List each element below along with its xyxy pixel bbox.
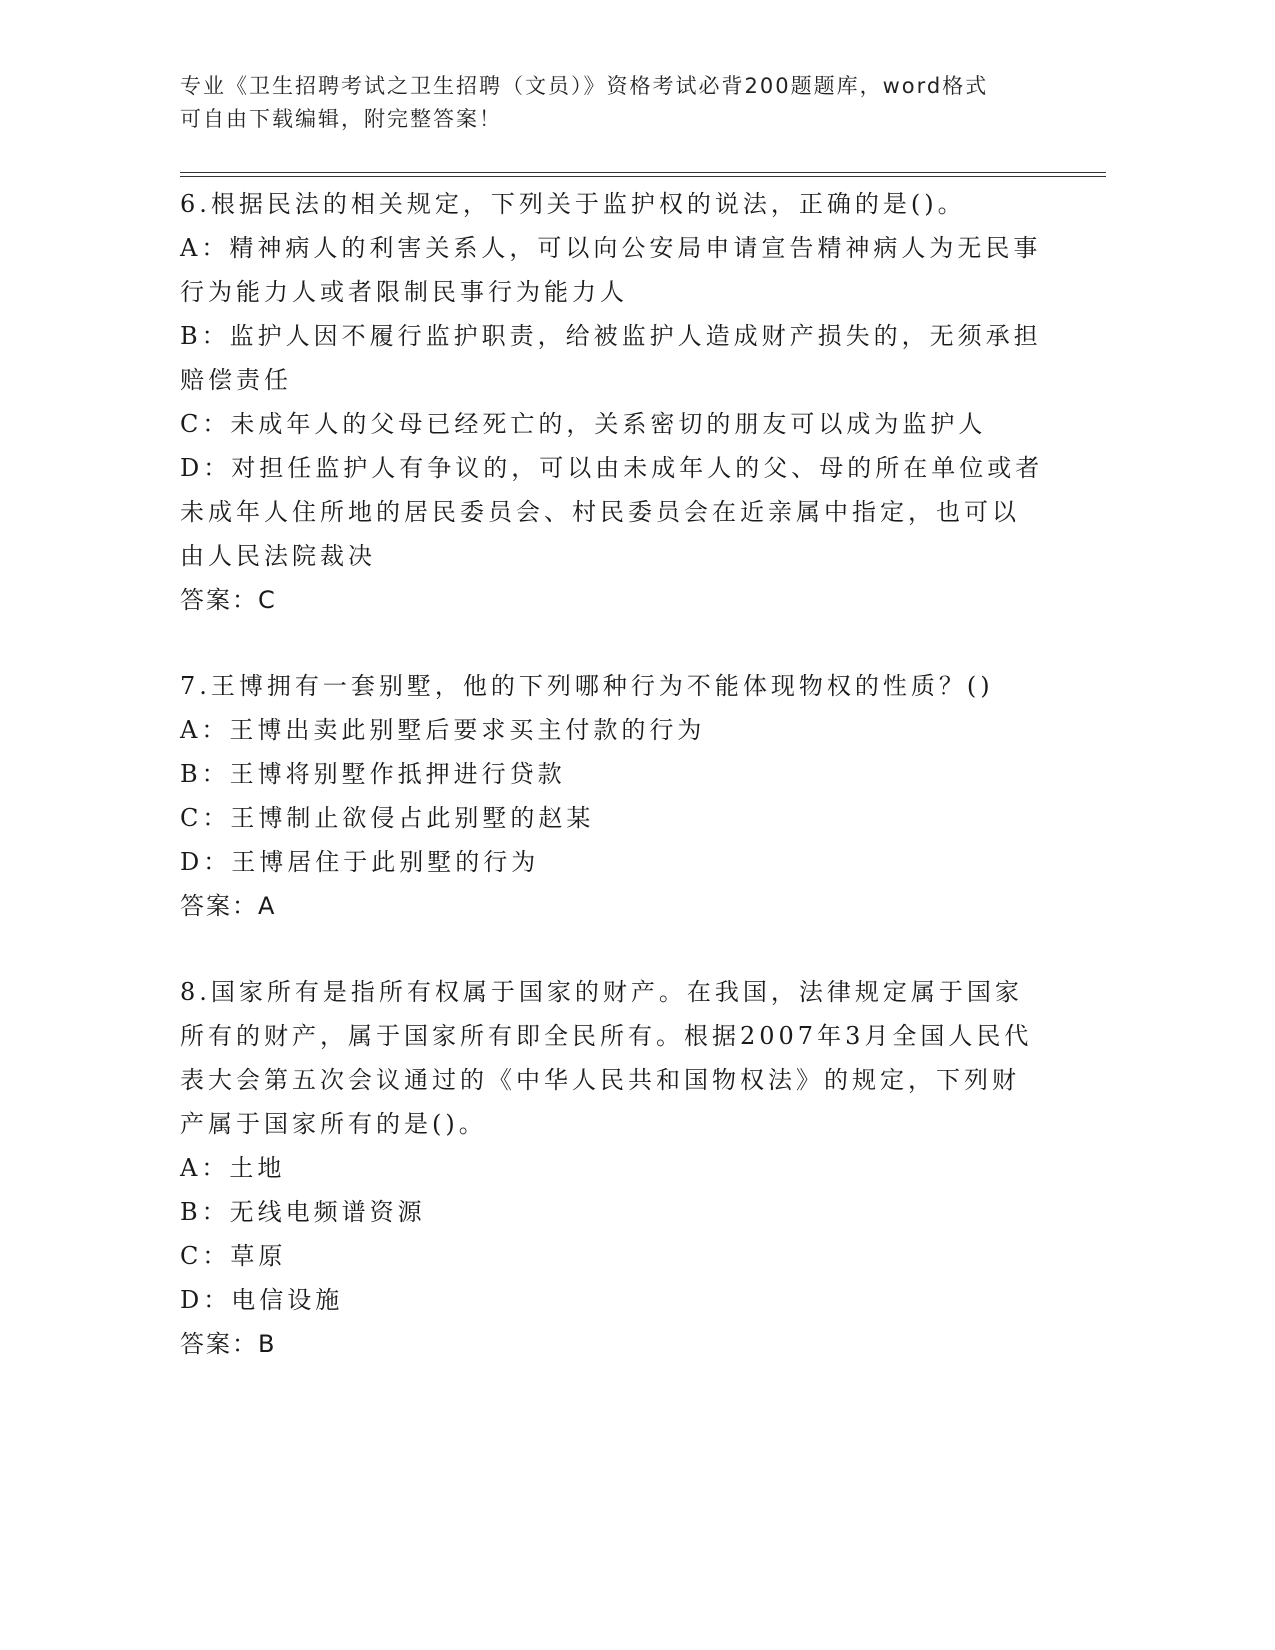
document-header xyxy=(180,70,1060,136)
option-c: C：草原 xyxy=(180,1242,287,1270)
question-stem: 6.根据民法的相关规定，下列关于监护权的说法，正确的是()。 xyxy=(180,190,966,218)
header-line: 可自由下载编辑，附完整答案！ xyxy=(180,107,502,131)
option-a: A：土地 xyxy=(180,1154,286,1182)
option-d: D：王博居住于此别墅的行为 xyxy=(180,848,540,876)
option-b: B：王博将别墅作抵押进行贷款 xyxy=(180,760,566,788)
option-d: 由人民法院裁决 xyxy=(180,542,376,570)
question-stem: 8.国家所有是指所有权属于国家的财产。在我国，法律规定属于国家 xyxy=(180,978,1023,1006)
option-d: D：对担任监护人有争议的，可以由未成年人的父、母的所在单位或者 xyxy=(180,454,1044,482)
option-b: B：无线电频谱资源 xyxy=(180,1198,426,1226)
question-stem: 表大会第五次会议通过的《中华人民共和国物权法》的规定，下列财 xyxy=(180,1066,1020,1094)
header-divider xyxy=(180,176,1106,177)
answer-label: 答案：A xyxy=(180,892,277,920)
option-a: 行为能力人或者限制民事行为能力人 xyxy=(180,278,628,306)
answer-label: 答案：C xyxy=(180,586,277,614)
question-spacer xyxy=(180,622,1060,664)
question-spacer xyxy=(180,928,1060,970)
question-8 xyxy=(180,970,1060,1366)
option-c: C：未成年人的父母已经死亡的，关系密切的朋友可以成为监护人 xyxy=(180,410,987,438)
question-list xyxy=(180,182,1060,1366)
option-b: B：监护人因不履行监护职责，给被监护人造成财产损失的，无须承担 xyxy=(180,322,1042,350)
option-a: A：王博出卖此别墅后要求买主付款的行为 xyxy=(180,716,706,744)
question-7 xyxy=(180,664,1060,928)
option-d: 未成年人住所地的居民委员会、村民委员会在近亲属中指定，也可以 xyxy=(180,498,1020,526)
option-b: 赔偿责任 xyxy=(180,366,292,394)
header-divider xyxy=(180,172,1106,173)
header-line: 专业《卫生招聘考试之卫生招聘（文员）》资格考试必背200题题库，word格式 xyxy=(180,74,989,98)
question-6 xyxy=(180,182,1060,622)
question-stem: 所有的财产，属于国家所有即全民所有。根据2007年3月全国人民代 xyxy=(180,1022,1033,1050)
question-stem: 产属于国家所有的是()。 xyxy=(180,1110,487,1138)
option-a: A：精神病人的利害关系人，可以向公安局申请宣告精神病人为无民事 xyxy=(180,234,1042,262)
question-stem: 7.王博拥有一套别墅，他的下列哪种行为不能体现物权的性质？() xyxy=(180,672,994,700)
option-c: C：王博制止欲侵占此别墅的赵某 xyxy=(180,804,595,832)
option-d: D：电信设施 xyxy=(180,1286,344,1314)
answer-label: 答案：B xyxy=(180,1330,277,1358)
